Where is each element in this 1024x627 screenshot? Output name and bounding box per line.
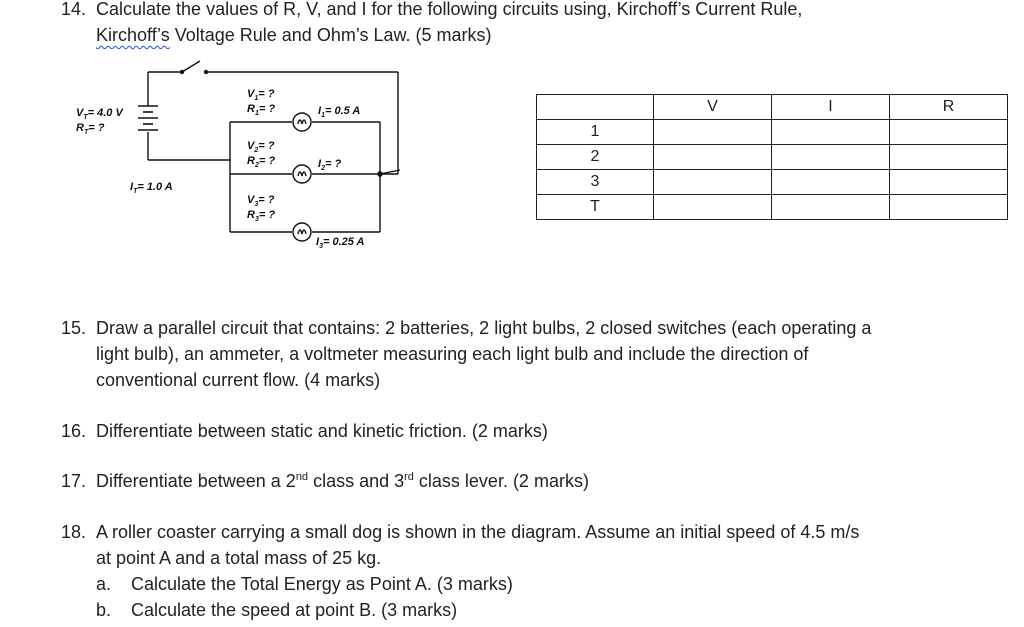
question-16-number: 16. [61, 421, 87, 441]
table-cell [654, 145, 772, 170]
answer-table [536, 94, 1008, 220]
battery-icon [138, 106, 158, 130]
question-18-line-1: A roller coaster carrying a small dog is shown in the diagram. Assume an initial speed of 4.5 m/s [96, 522, 860, 542]
svg-text:R3= ?: $R_3=$ ? [247, 209, 276, 223]
svg-text:I3= 0.25 A: $I_3= 0.25$ A [316, 236, 365, 250]
question-15-line-2: light bulb), an ammeter, a voltmeter measuring each light bulb and include the direction of [96, 344, 809, 364]
table-cell [890, 170, 1008, 195]
question-15-number: 15. [61, 318, 87, 338]
table-cell [772, 195, 890, 220]
table-cell [772, 145, 890, 170]
table-cell [890, 195, 1008, 220]
svg-text:RT= ?: $R_T=$ ? [76, 122, 105, 136]
svg-text:V3= ?: $V_3=$ ? [247, 194, 275, 208]
question-18-number: 18. [61, 522, 87, 542]
svg-text:V2= ?: $V_2=$ ? [247, 140, 275, 154]
question-14 [61, 0, 961, 48]
table-cell [890, 120, 1008, 145]
switch-contact [180, 70, 184, 74]
total-current-label: = 1.0 A [137, 181, 173, 193]
row-label: 1 [537, 120, 654, 145]
part-a-text: Calculate the Total Energy as Point A. (3 marks) [131, 574, 513, 594]
battery-voltage-label: V [76, 107, 84, 119]
svg-text:R2= ?: $R_2=$ ? [247, 155, 276, 169]
question-18-part-b [96, 597, 458, 623]
table-row [537, 145, 1008, 170]
question-17 [61, 468, 961, 494]
question-18-line-2: at point A and a total mass of 25 kg. [96, 548, 382, 568]
table-header-cell: R [890, 95, 1008, 120]
part-a-label: a. [96, 574, 112, 594]
table-cell [654, 120, 772, 145]
svg-text:IT= 1.0 A: $I_T= 1.0$ A [130, 181, 173, 195]
row-label: 3 [537, 170, 654, 195]
svg-text:I2= ?: $I_2=$ ? [318, 158, 342, 172]
part-b-text: Calculate the speed at point B. (3 marks) [131, 600, 458, 620]
question-17-number: 17. [61, 471, 87, 491]
row-label: 2 [537, 145, 654, 170]
part-b-label: b. [96, 600, 112, 620]
table-header-row [537, 95, 1008, 120]
question-14-line-2-rest: Voltage Rule and Ohm’s Law. (5 marks) [169, 25, 492, 45]
table-header-cell [537, 95, 654, 120]
table-cell [772, 120, 890, 145]
question-15-line-3: conventional current flow. (4 marks) [96, 370, 381, 390]
svg-text:I1= 0.5 A: $I_1= 0.5$ A [318, 105, 361, 119]
misspelled-word: Kirchoff’s [96, 25, 170, 45]
question-14-number: 14. [61, 0, 87, 19]
question-15-line-1: Draw a parallel circuit that contains: 2 batteries, 2 light bulbs, 2 closed switches (each operating a [96, 318, 872, 338]
question-18 [61, 519, 961, 571]
table-row [537, 120, 1008, 145]
table-row [537, 170, 1008, 195]
question-15 [61, 315, 961, 393]
row-label: T [537, 195, 654, 220]
table-row [537, 195, 1008, 220]
table-header-cell: V [654, 95, 772, 120]
table-cell [890, 145, 1008, 170]
question-18-part-a [96, 571, 513, 597]
question-16 [61, 418, 961, 444]
question-17-text: Differentiate between a 2nd class and 3rd class lever. (2 marks) [96, 471, 589, 491]
svg-text:V1= ?: $V_1=$ ? [247, 88, 275, 102]
question-16-text: Differentiate between static and kinetic friction. (2 marks) [96, 421, 548, 441]
table-cell [654, 195, 772, 220]
junction-dot [377, 171, 383, 177]
circuit-diagram [60, 50, 420, 265]
svg-text:VT= 4.0 V: $V_T= 4.0$ V [76, 107, 123, 121]
table-cell [654, 170, 772, 195]
table-header-cell: I [772, 95, 890, 120]
table-cell [772, 170, 890, 195]
switch-contact [204, 70, 208, 74]
svg-text:R1= ?: $R_1=$ ? [247, 103, 276, 117]
question-14-line-2 [96, 22, 492, 48]
question-14-line-1: Calculate the values of R, V, and I for the following circuits using, Kirchoff’s Current Rule, [96, 0, 803, 19]
